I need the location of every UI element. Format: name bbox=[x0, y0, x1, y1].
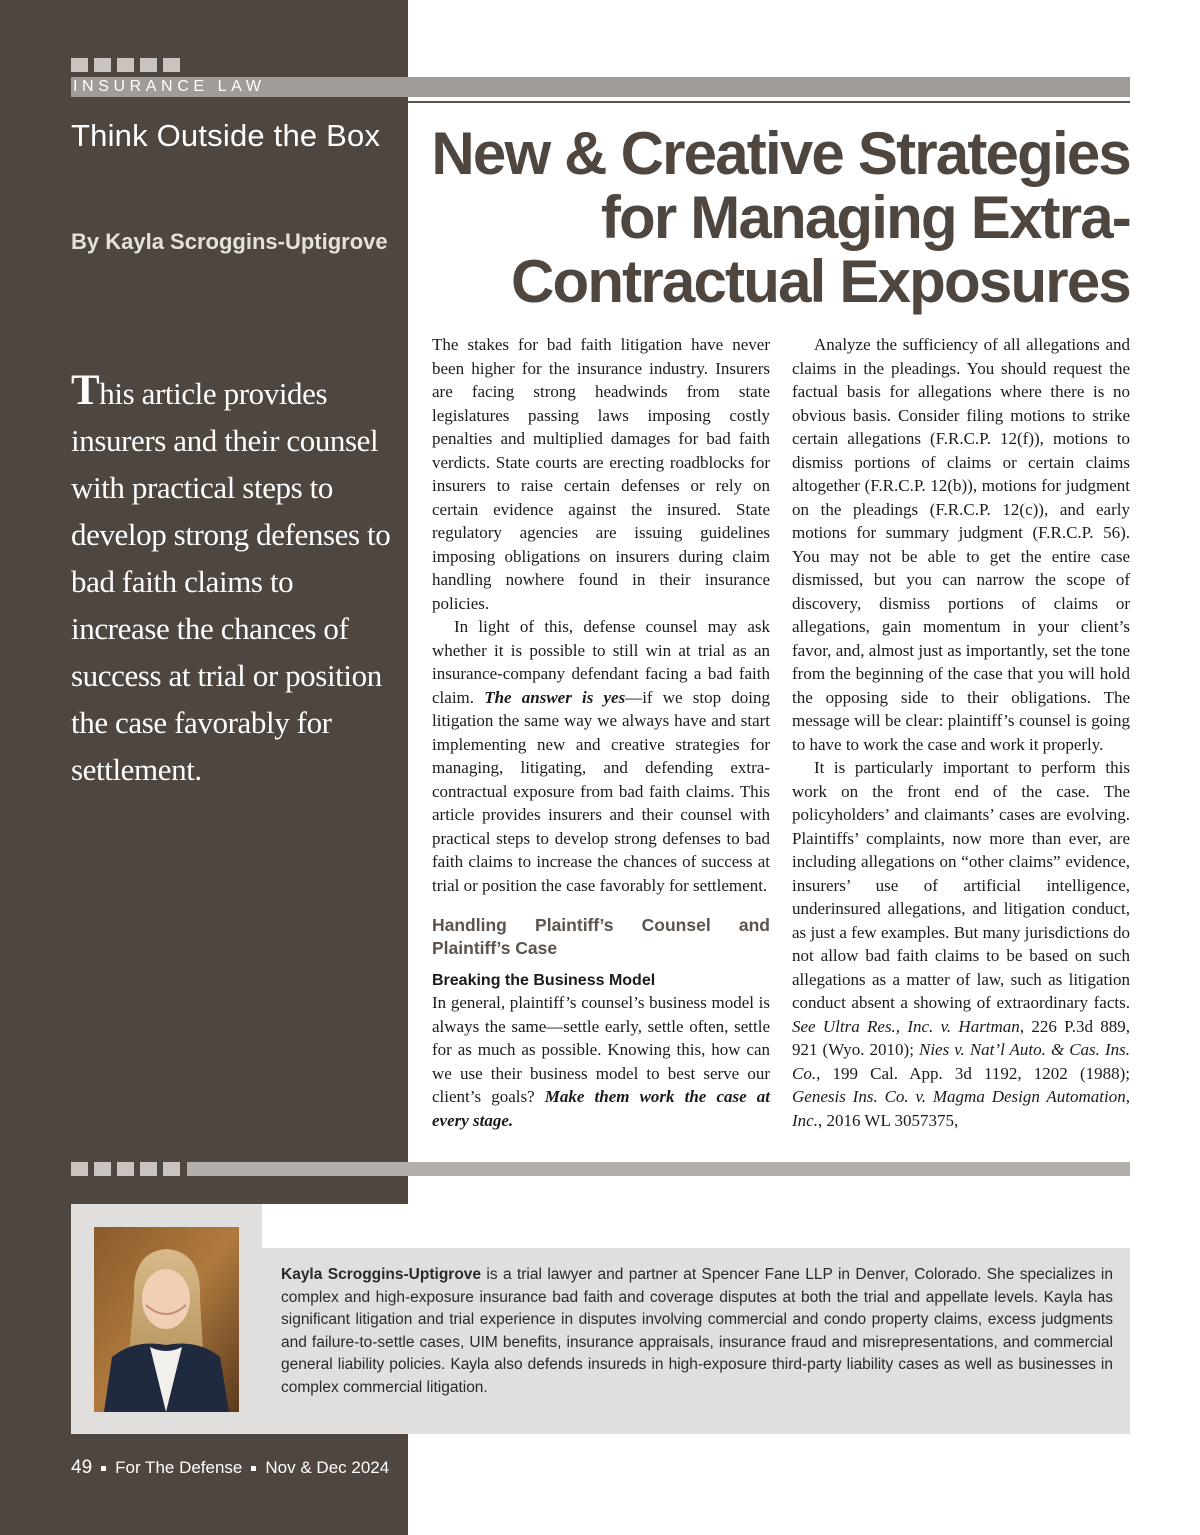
bullet-icon bbox=[101, 1466, 106, 1471]
author-photo bbox=[94, 1227, 239, 1412]
bio-text: is a trial lawyer and partner at Spencer Fane LLP in Denver, Colorado. She specializes in complex and high-exposure insurance bad faith and coverage disputes at both the trial and appellate levels. Kayla has significant litigation and trial experience in disputes involving commercial and condo property claims, excess judgments and failure-to-settle cases, UIM benefits, insurance appraisals, insurance fraud and misrepresentations, and commercial general liability policies. Kayla also defends insureds in high-exposure third-party liability cases as well as businesses in complex commercial litigation. bbox=[281, 1266, 1113, 1396]
square-icon bbox=[71, 58, 88, 72]
byline: By Kayla Scroggins-Uptigrove bbox=[71, 229, 388, 254]
pull-quote-text: his article provides insurers and their counsel with practical steps to develop strong defenses to bad faith claims to increase the chances of success at trial or position the case favorably for settlement. bbox=[71, 376, 391, 787]
author-photo-image bbox=[94, 1227, 239, 1412]
text-run: In general, plaintiff’s counsel’s business model is always the same—settle early, settle often, settle for as much as possible. Knowing this, how can we use their business model to best serve our client’s goals? bbox=[432, 993, 770, 1106]
publication-name: For The Defense bbox=[115, 1458, 243, 1477]
text-run: , 199 Cal. App. 3d 1192, 1202 (1988); bbox=[816, 1063, 1130, 1083]
issue-date: Nov & Dec 2024 bbox=[265, 1458, 390, 1477]
square-icon bbox=[163, 58, 180, 72]
emphasis: Make them work the case at every stage. bbox=[432, 1087, 771, 1130]
paragraph bbox=[432, 615, 770, 897]
text-run: —if we stop doing litigation the same way we always have and start implementing new and creative strategies for managing, litigating, and defending extra-contractual exposure from bad faith claims. This article provides insurers and their counsel with practical steps to develop strong defenses to bad faith claims to increase the chances of success at trial or position the case favorably for settlement. bbox=[432, 687, 770, 895]
emphasis: The answer is yes bbox=[484, 687, 626, 707]
paragraph: Analyze the sufficiency of all allegations and claims in the pleadings. You should request the factual basis for allegations where there is no obvious basis. Consider filing motions to strike certain allegations (F.R.C.P. 12(f)), motions to dismiss portions of claims or certain claims altogether (F.R.C.P. 12(b)), motions for judgment on the pleadings (F.R.C.P. 12(c)), and early motions for summary judgment (F.R.C.P. 56). You may not be able to get the entire case dismissed, but you can narrow the scope of discovery, dismiss portions of claims or allegations, gain momentum in your client’s favor, and, almost just as importantly, set the tone from the beginning of the case that you will hold the opposing side to their obligations. The message will be clear: plaintiff’s counsel is going to have to work the case and work it properly. bbox=[792, 335, 1130, 754]
bio-box-cutout bbox=[262, 1204, 1130, 1248]
square-icon bbox=[140, 58, 157, 72]
text-run: , 2016 WL 3057375, bbox=[817, 1110, 959, 1130]
headline-line-3: Contractual Exposures bbox=[510, 248, 1130, 315]
page-footer bbox=[71, 1457, 389, 1479]
citation: See Ultra Res., Inc. v. Hartman bbox=[792, 1016, 1020, 1036]
citation: Genesis Ins. Co. v. Magma Design Automation, Inc. bbox=[792, 1087, 1130, 1130]
page-number: 49 bbox=[71, 1457, 93, 1478]
square-icon bbox=[163, 1162, 180, 1176]
section-heading: Handling Plaintiff’s Counsel and Plaintiff’s Case bbox=[432, 915, 770, 958]
paragraph bbox=[432, 991, 770, 1132]
headline bbox=[420, 122, 1130, 314]
pull-quote bbox=[71, 367, 391, 793]
decorative-squares-bottom bbox=[71, 1162, 180, 1176]
square-icon bbox=[117, 1162, 134, 1176]
author-bio bbox=[281, 1264, 1113, 1399]
square-icon bbox=[94, 58, 111, 72]
paragraph: The stakes for bad faith litigation have never been higher for the insurance industry. Insurers are facing strong headwinds from state legislatures passing laws imposing costly penalties and multiplied damages for bad faith verdicts. State courts are erecting roadblocks for insurers to raise certain defenses or rely on certain evidence against the insured. State regulatory agencies are issuing guidelines imposing obligations on insurers during claim handling nowhere found in their insurance policies. bbox=[432, 335, 770, 613]
header-rule bbox=[408, 101, 1130, 103]
text-run: In light of this, defense counsel may ask whether it is possible to still win at trial as an insurance-company defendant facing a bad faith claim. bbox=[432, 617, 770, 707]
subsection-heading: Breaking the Business Model bbox=[432, 972, 656, 989]
section-label: INSURANCE LAW bbox=[71, 77, 1130, 97]
square-icon bbox=[140, 1162, 157, 1176]
decorative-squares-top bbox=[71, 58, 180, 72]
text-run: , 226 P.3d 889, 921 (Wyo. 2010); bbox=[792, 1016, 1130, 1059]
kicker: Think Outside the Box bbox=[71, 118, 381, 153]
square-icon bbox=[94, 1162, 111, 1176]
bullet-icon bbox=[251, 1466, 256, 1471]
drop-cap: T bbox=[71, 367, 100, 414]
citation: Nies v. Nat’l Auto. & Cas. Ins. Co. bbox=[792, 1040, 1130, 1083]
author-name: Kayla Scroggins-Uptigrove bbox=[281, 1266, 482, 1283]
article-column-2 bbox=[792, 333, 1130, 1132]
divider-rule bbox=[187, 1162, 1130, 1176]
article-column-1 bbox=[432, 333, 770, 1132]
text-run: It is particularly important to perform this work on the front end of the case. The policyholders’ and claimants’ cases are evolving. Plaintiffs’ complaints, now more than ever, are including allegations on “other claims” evidence, insurers’ use of artificial intelligence, underinsured allegations, and litigation conduct, as just a few examples. But many jurisdictions do not allow bad faith claims to be based on such allegations as a matter of law, such as litigation conduct absent a showing of extraordinary facts. bbox=[792, 758, 1130, 1012]
square-icon bbox=[117, 58, 134, 72]
headline-line-1: New & Creative Strategies bbox=[431, 120, 1130, 187]
paragraph bbox=[792, 756, 1130, 1132]
headline-line-2: for Managing Extra- bbox=[600, 184, 1130, 251]
square-icon bbox=[71, 1162, 88, 1176]
